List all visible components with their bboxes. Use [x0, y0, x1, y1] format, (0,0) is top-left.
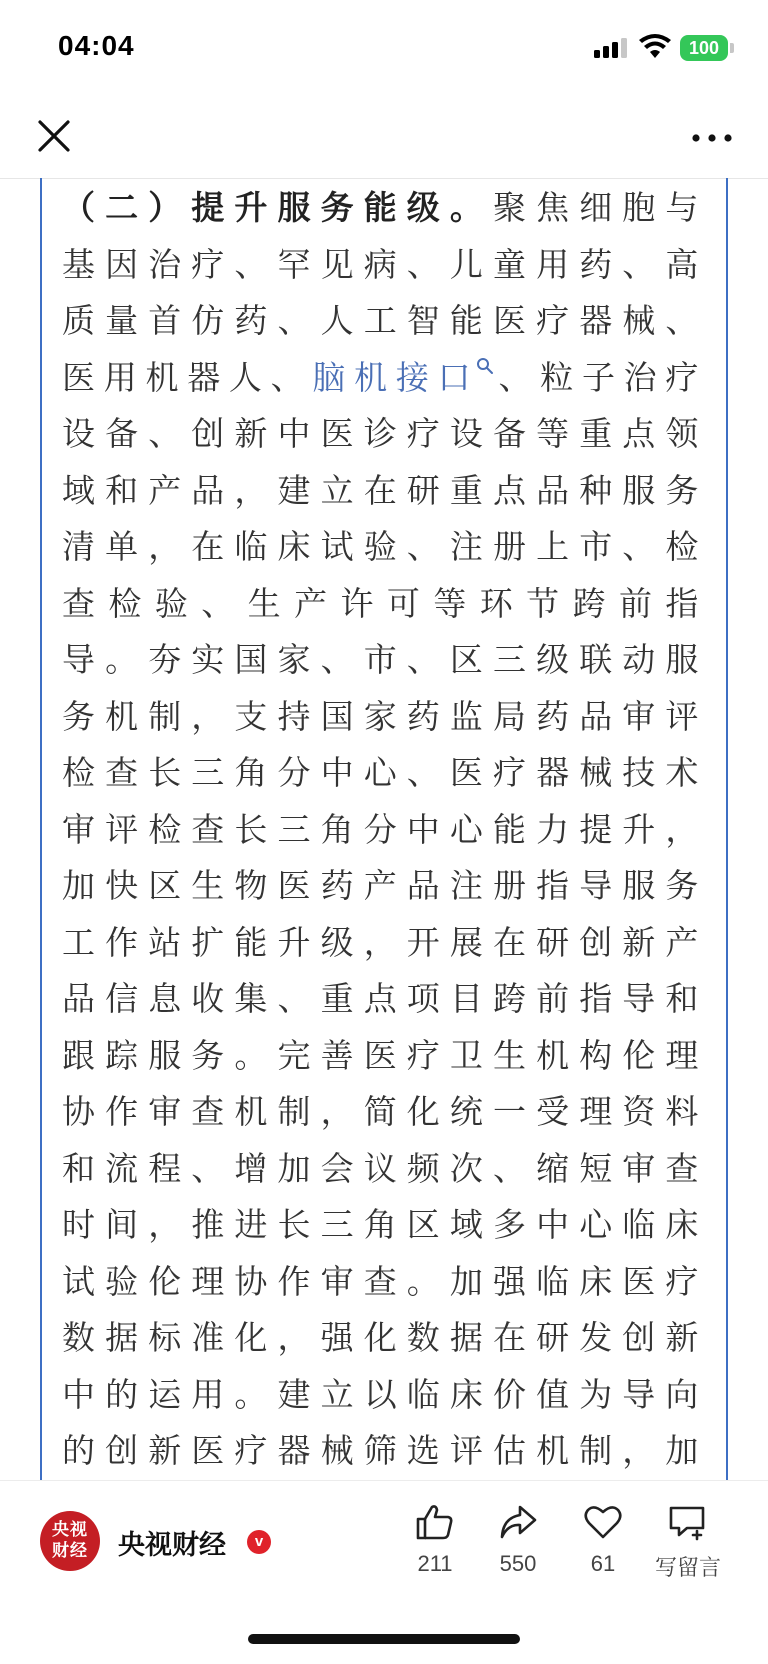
avatar-logo-text: 央视财经 [52, 1520, 88, 1561]
share-button[interactable] [478, 1503, 558, 1577]
nav-bar [0, 96, 768, 179]
battery-indicator: 100 [680, 35, 728, 61]
wifi-icon [638, 34, 672, 60]
comment-label: 写留言 [654, 1556, 721, 1581]
verified-badge: v [247, 1530, 271, 1554]
comment-add-icon [667, 1503, 709, 1541]
more-icon[interactable] [690, 126, 734, 150]
status-time: 04:04 [58, 30, 135, 61]
article-paragraph [42, 178, 726, 1480]
section-heading: （二）提升服务能级。 [62, 188, 493, 227]
keyword-link[interactable]: 脑机接口 [312, 357, 480, 397]
favorite-count: 61 [590, 1551, 616, 1576]
write-comment-button[interactable] [643, 1503, 733, 1582]
account-name[interactable]: 央视财经 [118, 1530, 226, 1561]
like-count: 211 [417, 1551, 453, 1576]
share-icon [498, 1503, 538, 1541]
battery-tip [730, 43, 734, 53]
paragraph-text-2: 、粒子治疗设备、创新中医诊疗设备等重点领域和产品，建立在研重点品种服务清单，在临床试验、注册上市、检查检验、生产许可等环节跨前指导。夯实国家、市、区三级联动服务机制，支持国家药监局药品审评检查长三角分中心、医疗器械技术审评检查长三角分中心能力提升，加快区生物医药产品注册指导服务工作站扩能升级，开展在研创新产品信息收集、重点项目跨前指导和跟踪服务。完善医疗卫生机构伦理协作审查机制，简化统一受理资料和流程、增加会议频次、缩短审查时间，推进长三角区域多中心临床试验伦理协作审查。加强临床医疗数据标准化，强化数据在研发创新中的运用。建立以临床价值为导向的创新医疗器械筛选评估机制，加 [62, 357, 707, 1470]
thumbs-up-icon [415, 1503, 455, 1541]
share-count: 550 [499, 1551, 537, 1576]
account-avatar[interactable] [40, 1511, 100, 1571]
paragraph-text-1: 聚焦细胞与基因治疗、罕见病、儿童用药、高质量首仿药、人工智能医疗器械、医用机器人、 [62, 188, 706, 397]
search-icon[interactable] [475, 356, 495, 376]
favorite-button[interactable] [563, 1503, 643, 1577]
cellular-signal-icon [594, 36, 630, 60]
home-indicator[interactable] [248, 1634, 520, 1644]
heart-icon [583, 1503, 623, 1541]
status-bar [0, 0, 768, 96]
article-body [40, 178, 728, 1480]
like-button[interactable] [395, 1503, 475, 1577]
close-icon[interactable] [34, 116, 76, 158]
bottom-bar [0, 1480, 768, 1664]
